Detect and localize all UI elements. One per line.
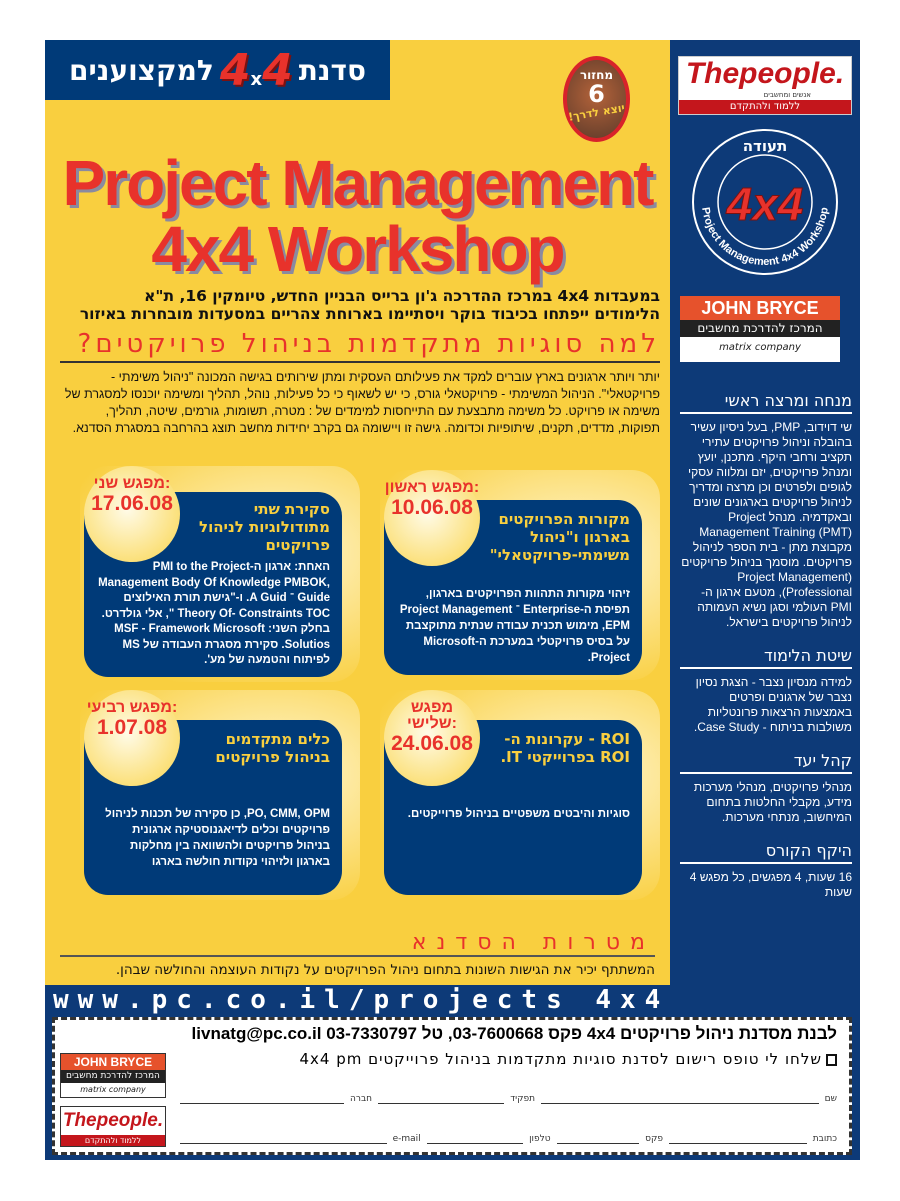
- session-date: 24.06.08: [391, 732, 473, 755]
- phone-field[interactable]: [427, 1134, 523, 1144]
- brochure-checkbox-row[interactable]: [300, 1050, 838, 1068]
- name-field[interactable]: [541, 1094, 819, 1104]
- checkbox-label: שלחו לי טופס רישום לסדנת סוגיות מתקדמות בניהול פרוייקטים 4x4 pm: [299, 1050, 822, 1068]
- sidebar-heading-instructor: מנחה ומרצה ראשי: [680, 391, 852, 414]
- email-field[interactable]: [180, 1134, 387, 1144]
- session-body: זיהוי מקורות התהוות הפרויקטים בארגון, תפיסת ה-Enterprise ־ Project Management EPM, מימוש תכנית עבודה שנתית מתוקצבת על בסיס פרויקטלי במערכת ה-Microsoft Project.: [399, 588, 630, 664]
- session-body: PO, CMM, OPM, כן סקירה של תכנות לניהול פרויקטים וכלים לדיאגנוסטיקה ארגונית בניהול פרויקטים ולהשוואה בין מחלקות בארגון ולזיהוי נקודות חולשה בארגו: [105, 808, 330, 868]
- sidebar-heading-audience: קהל יעד: [680, 751, 852, 774]
- sidebar-text-instructor: שי דוידוב, PMP, בעל ניסיון עשיר בהובלה וניהול פרויקטים עתירי תקציב ורחבי היקף. מתכנן, יועץ ומנהל פרויקטים, יזם ומלווה עסקי לגופים ולפרטים וכן מרצה ומדריך לניהול פרויקטים בארגונים שונים ובאקדמיה. מנהל Project Management Training (PMT) מקבוצת מתן - בית הספר לניהול פרויקטים. מוסמך בניהול פרויקטים (Project Management Professional), מטעם ארגון ה-PMI העולמי וסגן נשיא העמותה לניהול פרויקטים בישראל.: [681, 420, 852, 629]
- field-label-name: שם: [824, 1094, 837, 1104]
- session-title: ROI - עקרונות ה-ROI בפרוייקטי IT.: [500, 730, 630, 766]
- session-3: [380, 690, 660, 900]
- jb-sub: המרכז להדרכת מחשבים: [680, 320, 840, 337]
- form-row-1: [180, 1094, 837, 1104]
- why-text: יותר ויותר ארגונים בארץ עוברים למקד את פעילותם העסקית ומתן שירותים בגישה המכונה "ניהול משימתי - פרויקטאלי". הניהול המשימתי - פרויקטאלי גורס, כי יש לשאוף כי כל פעילות, נוהל, תהליך ומשימה יוכנסו למסגרת של משימה או פרויקט. כל משימה מתבצעת עם התייחסות למימדים של : מטרה, תשומות, גורמים, שיטה, תהליך, תפוקות, מדדים, תקנים, שיתופיות וכדומה. גישה זו ויישומה גם בקרב יחידות מחשב תוצג בהרחבה במסגרת הסדנא.: [64, 370, 660, 435]
- johnbryce-logo: [680, 296, 840, 362]
- session-body: האחת: ארגון ה-PMI to the Project Management Body Of Knowledge PMBOK, Guide ־ A Guid. ו-"גישת תורת האילוצים Theory Of- Constraints TOC ", אלי גולדרט. בחלק השני: MSF - Framework Microsoft Solutios. סקירת מסגרת העבודה של MS לפיתוח והטמעה של מע'.: [98, 561, 330, 666]
- intro-line: במעבדות 4x4 במרכז ההדרכה ג'ון ברייס הבניין החדש, טיומקין 16, ת"א: [144, 287, 660, 305]
- session-date-circle: [84, 466, 180, 562]
- session-date: 1.07.08: [96, 716, 168, 739]
- field-label-role: תפקיד: [510, 1094, 536, 1104]
- sidebar: [680, 391, 852, 916]
- thepeople-logo-small: [60, 1106, 166, 1147]
- role-field[interactable]: [378, 1094, 504, 1104]
- field-label-email: e-mail: [392, 1134, 421, 1144]
- session-date: 10.06.08: [391, 496, 473, 519]
- thepeople-tag: אנשים ומחשבים: [763, 91, 811, 99]
- intro-section: [60, 287, 660, 437]
- session-date: 17.06.08: [91, 492, 173, 515]
- contact-form: [52, 1017, 852, 1155]
- session-label: מפגש שני:: [93, 475, 171, 492]
- company-field[interactable]: [180, 1094, 344, 1104]
- field-label-address: כתובת: [812, 1134, 837, 1144]
- session-date-circle: [384, 690, 480, 786]
- website-link[interactable]: www.pc.co.il/projects 4x4: [53, 985, 670, 1015]
- certificate-mark: 4x4: [726, 178, 804, 230]
- session-label: מפגש רביעי:: [86, 699, 178, 716]
- form-title: לבנת מסדנת ניהול פרויקטים 4x4 פקס 03-7600668, טל 03-7330797 livnatg@pc.co.il: [191, 1024, 837, 1043]
- session-2: [80, 466, 360, 682]
- thepeople-slogan: ללמוד ולהתקדם: [679, 100, 851, 114]
- sidebar-text-scope: 16 שעות, 4 מפגשים, כל מפגש 4 שעות: [689, 870, 852, 899]
- badge-bottom: יוצא לדרך!: [567, 101, 626, 124]
- address-field[interactable]: [669, 1134, 807, 1144]
- fax-field[interactable]: [557, 1134, 640, 1144]
- session-title: סקירת שתי מתודולוגיות לניהול פרויקטים: [199, 500, 330, 554]
- jb-company: matrix company: [719, 342, 801, 353]
- goals-text: המשתתף יכיר את הגישות השונות בתחום ניהול הפרויקטים על נקודות העוצמה והחולשה שבהן.: [115, 962, 655, 978]
- badge-number: 6: [588, 80, 605, 108]
- cycle-badge: [563, 56, 630, 142]
- intro-line: הלימודים ייפתחו בכיבוד בוקר ויסתיימו בארוחת צהריים במסעדות מובחרות באיזור: [79, 305, 660, 323]
- field-label-phone: טלפון: [529, 1134, 551, 1144]
- thepeople-logo: [678, 56, 852, 115]
- why-heading: למה סוגיות מתקדמות בניהול פרויקטים?: [60, 329, 660, 363]
- sidebar-heading-method: שיטת הלימוד: [680, 646, 852, 669]
- intro: [60, 287, 660, 323]
- johnbryce-logo-small: [60, 1053, 166, 1098]
- session-label: מפגש שלישי:: [407, 699, 457, 732]
- tp-slogan: ללמוד ולהתקדם: [61, 1135, 165, 1146]
- session-label: מפגש ראשון:: [384, 479, 480, 496]
- field-label-fax: פקס: [645, 1134, 664, 1144]
- title-line2: 4x4 Workshop: [151, 213, 564, 285]
- jb-name: JOHN BRYCE: [61, 1054, 165, 1070]
- tp-name: Thepeople.: [62, 1110, 164, 1131]
- session-date-circle: [84, 690, 180, 786]
- banner-pre: סדנת: [298, 53, 366, 87]
- sidebar-text-method: למידה מנסיון נצבר - הצגת נסיון נצבר של ארגונים ופרטים באמצעות הרצאות פרונטליות משולבות בניתוח - Case Study.: [693, 675, 852, 734]
- banner-post: למקצוענים: [69, 53, 214, 87]
- jb-company: matrix company: [61, 1083, 165, 1097]
- jb-sub: המרכז להדרכת מחשבים: [61, 1070, 165, 1083]
- session-1: [380, 470, 660, 680]
- certificate-ring-text: Project Management 4x4 Workshop: [699, 206, 831, 269]
- form-row-2: [180, 1134, 837, 1144]
- title-line1: Project Management: [62, 147, 653, 219]
- certificate-top: תעודה: [742, 137, 788, 155]
- top-banner: [45, 40, 390, 100]
- field-label-company: חברה: [350, 1094, 373, 1104]
- session-title: כלים מתקדמים בניהול פרויקטים: [215, 730, 330, 766]
- banner-4a: 4: [219, 44, 251, 96]
- session-4: [80, 690, 360, 900]
- goals-heading: מטרות הסדנא: [60, 930, 655, 957]
- badge-top: מחזור: [579, 68, 614, 82]
- session-title: מקורות הפרויקטים בארגון ו"ניהול משימתי-פרויקטאלי": [489, 510, 630, 564]
- banner-x: x: [250, 68, 263, 90]
- banner-4b: 4: [262, 44, 293, 96]
- thepeople-name: Thepeople.: [685, 57, 845, 90]
- session-date-circle: [384, 470, 480, 566]
- certificate-seal: [688, 125, 842, 279]
- sidebar-heading-scope: היקף הקורס: [680, 841, 852, 864]
- sidebar-text-audience: מנהלי פרויקטים, מנהלי מערכות מידע, מקבלי החלטות בתחום המיחשוב, מנתחי מערכות.: [693, 780, 852, 824]
- jb-name: JOHN BRYCE: [680, 296, 840, 320]
- session-body: סוגיות והיבטים משפטיים בניהול פרוייקטים.: [407, 808, 630, 820]
- checkbox[interactable]: [826, 1054, 837, 1066]
